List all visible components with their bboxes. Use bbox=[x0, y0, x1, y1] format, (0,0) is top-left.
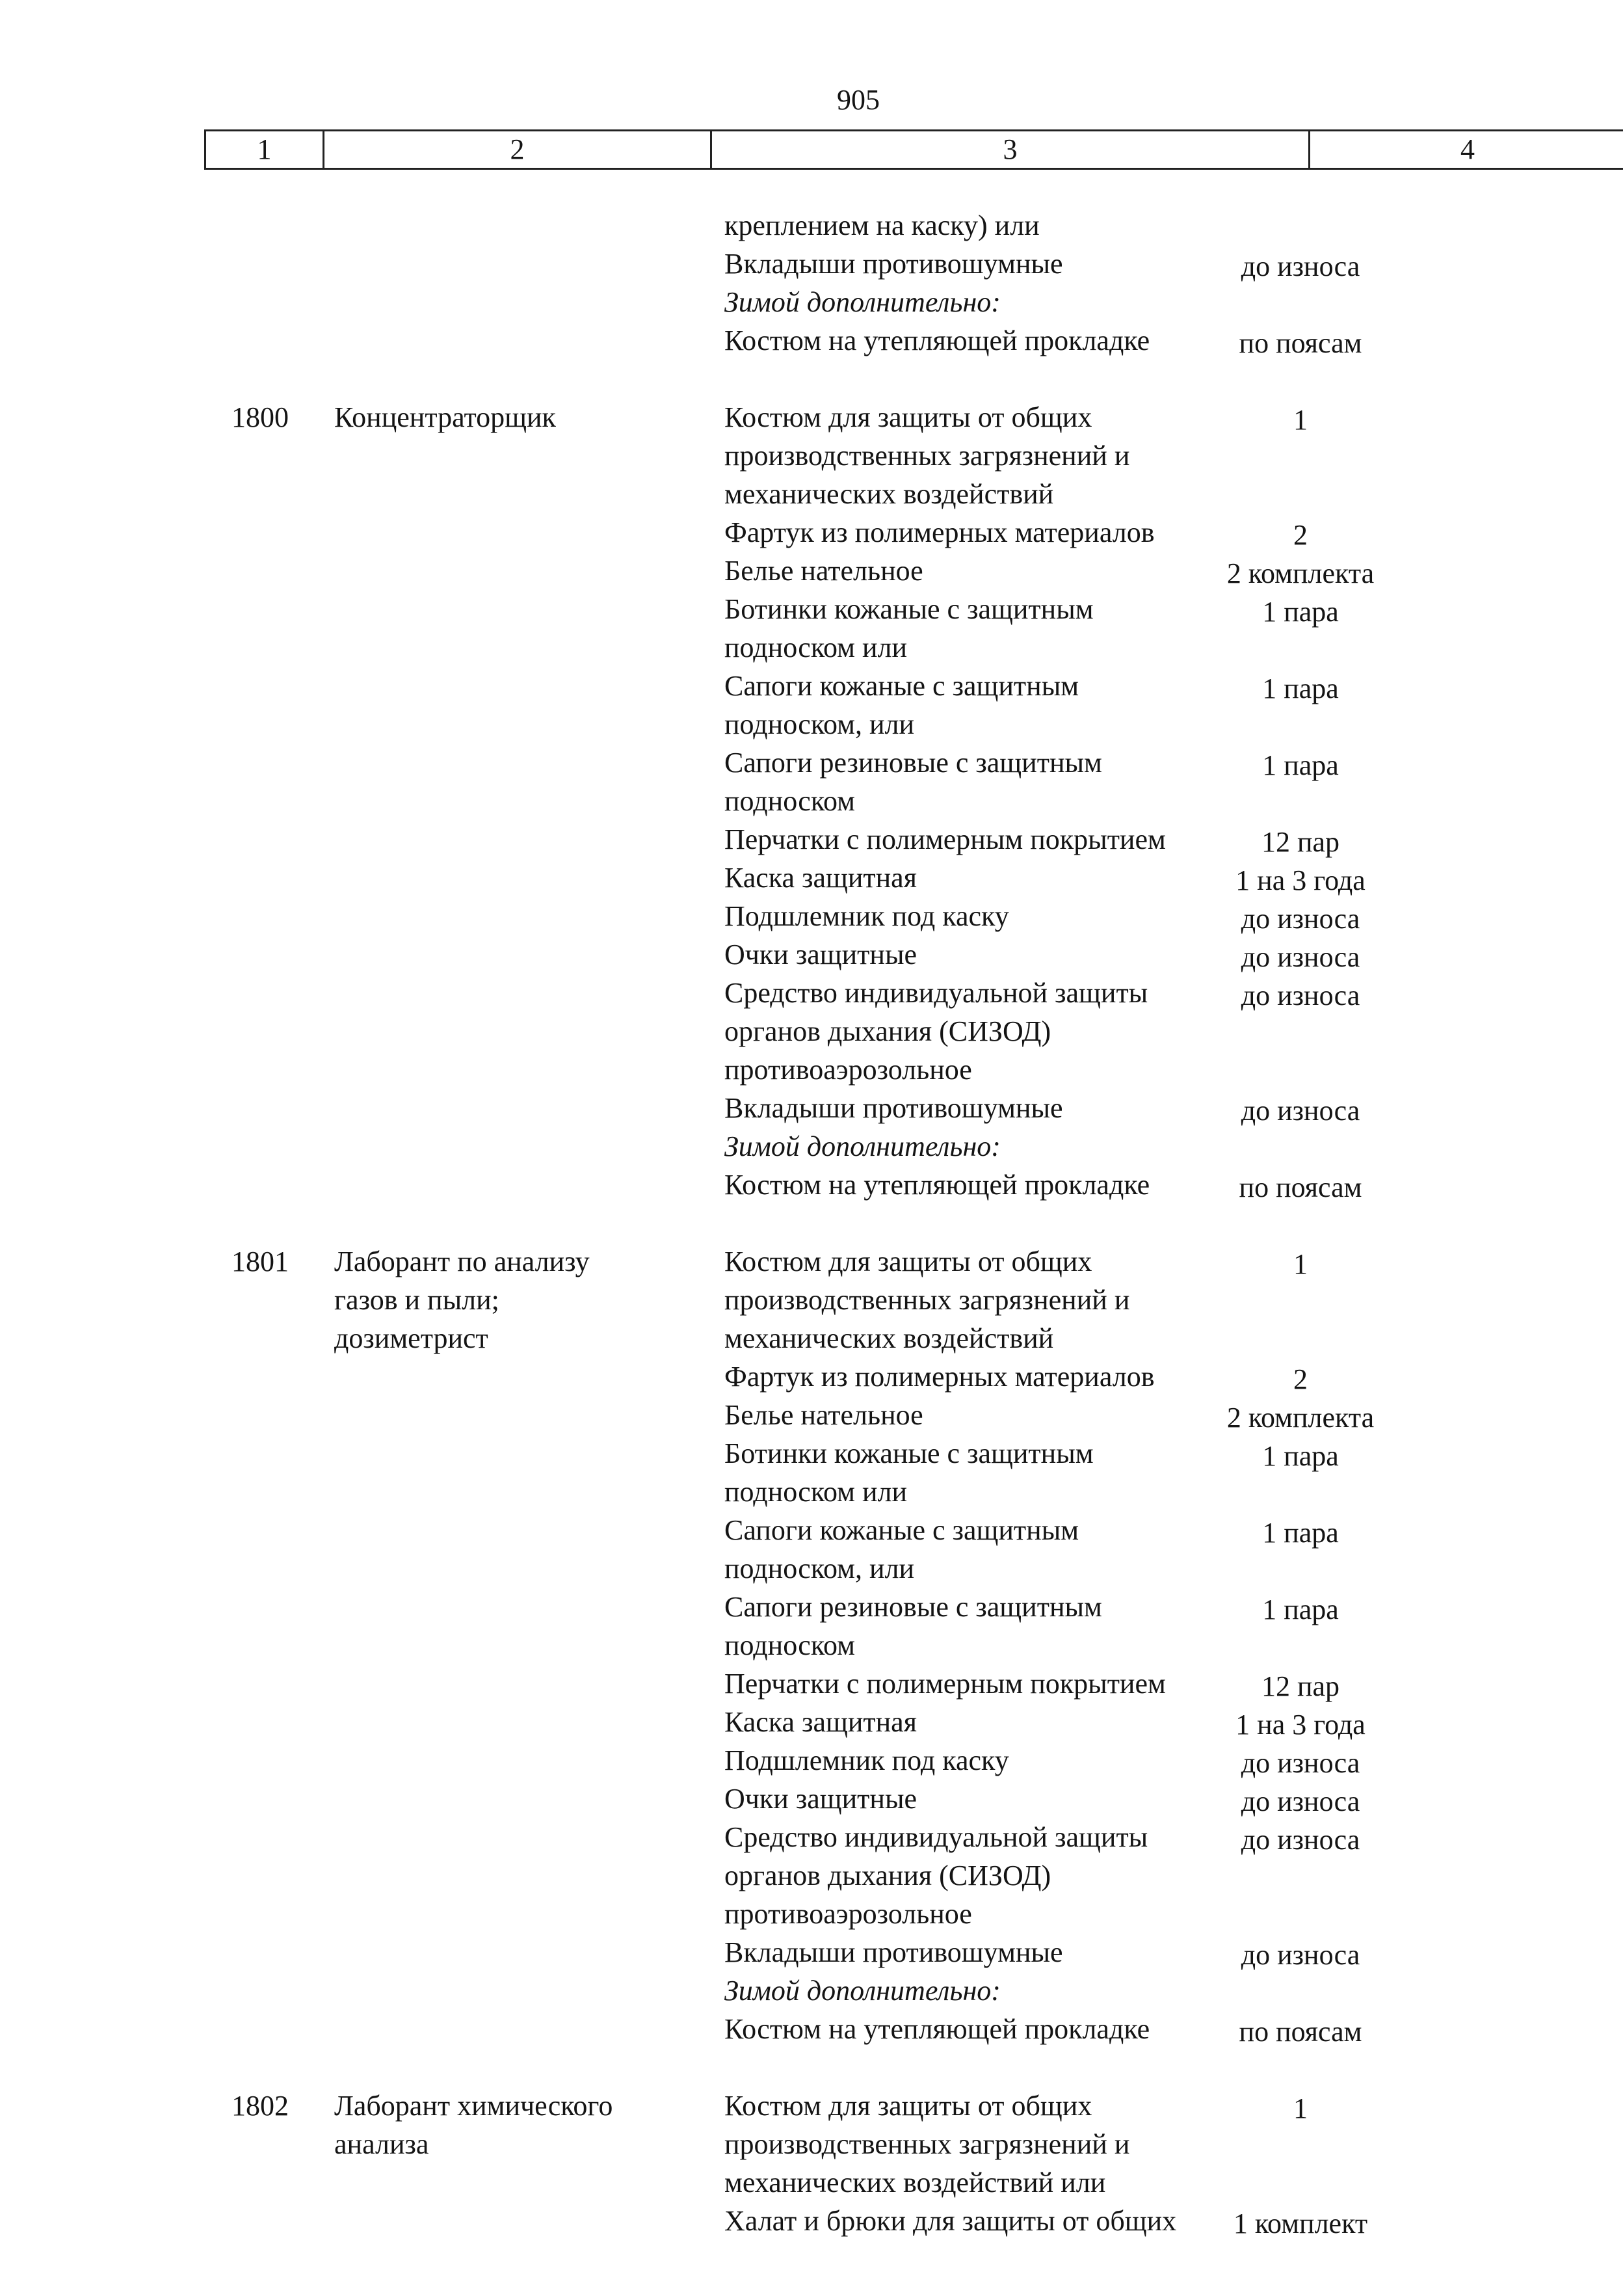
item-line: механических воздействий или bbox=[724, 2167, 1106, 2198]
profession-name-line: газов и пыли; bbox=[334, 1284, 499, 1316]
item-line: Костюм для защиты от общих bbox=[724, 2090, 1092, 2122]
column-header-3: 3 bbox=[712, 131, 1310, 168]
item-line: механических воздействий bbox=[724, 1322, 1054, 1354]
norm-value: по поясам bbox=[1239, 327, 1362, 359]
item-line: Очки защитные bbox=[724, 1783, 917, 1815]
norm-value: до износа bbox=[1241, 903, 1360, 935]
item-line: производственных загрязнений и bbox=[724, 1284, 1130, 1316]
item-line: Костюм для защиты от общих bbox=[724, 1246, 1092, 1277]
item-line: Фартук из полимерных материалов bbox=[724, 1361, 1155, 1393]
norm-value: 1 на 3 года bbox=[1235, 1709, 1366, 1741]
item-line: Костюм на утепляющей прокладке bbox=[724, 2013, 1150, 2045]
item-line: Ботинки кожаные с защитным bbox=[724, 593, 1094, 625]
norm-value: 12 пар bbox=[1261, 1670, 1340, 1702]
item-line: Перчатки с полимерным покрытием bbox=[724, 823, 1166, 855]
norm-value: 1 комплект bbox=[1233, 2208, 1368, 2239]
norm-value: 1 bbox=[1293, 404, 1308, 436]
profession-name-line: Лаборант по анализу bbox=[334, 1246, 590, 1277]
norm-value: до износа bbox=[1241, 1747, 1360, 1779]
item-line: Сапоги резиновые с защитным bbox=[724, 1591, 1102, 1623]
norm-value: 1 bbox=[1293, 2092, 1308, 2124]
column-header-row bbox=[204, 129, 1623, 170]
norm-value: 2 комплекта bbox=[1226, 1402, 1375, 1434]
norm-value: до износа bbox=[1241, 980, 1360, 1011]
item-line: Средство индивидуальной защиты bbox=[724, 1821, 1148, 1853]
item-line: механических воздействий bbox=[724, 478, 1054, 510]
item-line: производственных загрязнений и bbox=[724, 440, 1130, 472]
item-line: подноском, или bbox=[724, 1553, 915, 1584]
item-line: органов дыхания (СИЗОД) bbox=[724, 1860, 1051, 1891]
item-line: Подшлемник под каску bbox=[724, 1744, 1009, 1776]
norm-value: 1 пара bbox=[1262, 673, 1339, 704]
page-number: 905 bbox=[837, 84, 880, 116]
item-line: подноском bbox=[724, 785, 855, 817]
item-line: Каска защитная bbox=[724, 862, 917, 894]
profession-name-line: дозиметрист bbox=[334, 1322, 488, 1354]
item-line: Зимой дополнительно: bbox=[724, 1130, 1001, 1162]
norm-value: до износа bbox=[1241, 250, 1360, 282]
item-line: Перчатки с полимерным покрытием bbox=[724, 1668, 1166, 1700]
norm-value: 1 пара bbox=[1262, 1517, 1339, 1549]
item-line: Сапоги кожаные с защитным bbox=[724, 670, 1079, 702]
item-line: Сапоги резиновые с защитным bbox=[724, 747, 1102, 779]
item-line: Костюм на утепляющей прокладке bbox=[724, 325, 1150, 356]
item-line: Вкладыши противошумные bbox=[724, 248, 1063, 280]
item-line: противоаэрозольное bbox=[724, 1898, 972, 1930]
item-line: Зимой дополнительно: bbox=[724, 286, 1001, 318]
profession-name-line: Концентраторщик bbox=[334, 401, 556, 433]
profession-code: 1800 bbox=[231, 401, 289, 433]
norm-value: 1 пара bbox=[1262, 596, 1339, 628]
profession-code: 1801 bbox=[231, 1246, 289, 1277]
item-line: Подшлемник под каску bbox=[724, 900, 1009, 932]
item-line: Вкладыши противошумные bbox=[724, 1936, 1063, 1968]
column-header-1: 1 bbox=[206, 131, 324, 168]
column-header-2: 2 bbox=[324, 131, 712, 168]
item-line: Каска защитная bbox=[724, 1706, 917, 1738]
item-line: креплением на каску) или bbox=[724, 209, 1040, 241]
norm-value: 1 пара bbox=[1262, 749, 1339, 781]
norm-value: 1 пара bbox=[1262, 1594, 1339, 1625]
item-line: Костюм на утепляющей прокладке bbox=[724, 1169, 1150, 1201]
norm-value: по поясам bbox=[1239, 1171, 1362, 1203]
item-line: Халат и брюки для защиты от общих bbox=[724, 2205, 1177, 2237]
item-line: органов дыхания (СИЗОД) bbox=[724, 1015, 1051, 1047]
norm-value: по поясам bbox=[1239, 2016, 1362, 2048]
column-header-4: 4 bbox=[1460, 133, 1475, 165]
norm-value: 2 bbox=[1293, 1363, 1308, 1395]
item-line: противоаэрозольное bbox=[724, 1054, 972, 1086]
norm-value: 1 пара bbox=[1262, 1440, 1339, 1472]
norm-value: 1 на 3 года bbox=[1235, 864, 1366, 896]
item-line: производственных загрязнений и bbox=[724, 2128, 1130, 2160]
norm-value: до износа bbox=[1241, 1939, 1360, 1971]
profession-code: 1802 bbox=[231, 2090, 289, 2122]
item-line: подноском bbox=[724, 1629, 855, 1661]
item-line: Белье нательное bbox=[724, 555, 923, 587]
item-line: Фартук из полимерных материалов bbox=[724, 516, 1155, 548]
item-line: подноском, или bbox=[724, 708, 915, 740]
norm-value: до износа bbox=[1241, 1095, 1360, 1127]
norm-value: 12 пар bbox=[1261, 826, 1340, 858]
item-line: Зимой дополнительно: bbox=[724, 1975, 1001, 2007]
item-line: Средство индивидуальной защиты bbox=[724, 977, 1148, 1009]
item-line: подноском или bbox=[724, 632, 908, 663]
item-line: подноском или bbox=[724, 1476, 908, 1508]
item-line: Вкладыши противошумные bbox=[724, 1092, 1063, 1124]
norm-value: 1 bbox=[1293, 1248, 1308, 1280]
item-line: Ботинки кожаные с защитным bbox=[724, 1437, 1094, 1469]
profession-name-line: анализа bbox=[334, 2128, 429, 2160]
item-line: Костюм для защиты от общих bbox=[724, 401, 1092, 433]
norm-value: 2 bbox=[1293, 519, 1308, 551]
norm-value: до износа bbox=[1241, 1824, 1360, 1856]
norm-value: 2 комплекта bbox=[1226, 557, 1375, 589]
item-line: Белье нательное bbox=[724, 1399, 923, 1431]
item-line: Очки защитные bbox=[724, 939, 917, 970]
item-line: Сапоги кожаные с защитным bbox=[724, 1514, 1079, 1546]
profession-name-line: Лаборант химического bbox=[334, 2090, 613, 2122]
norm-value: до износа bbox=[1241, 941, 1360, 973]
norm-value: до износа bbox=[1241, 1785, 1360, 1817]
